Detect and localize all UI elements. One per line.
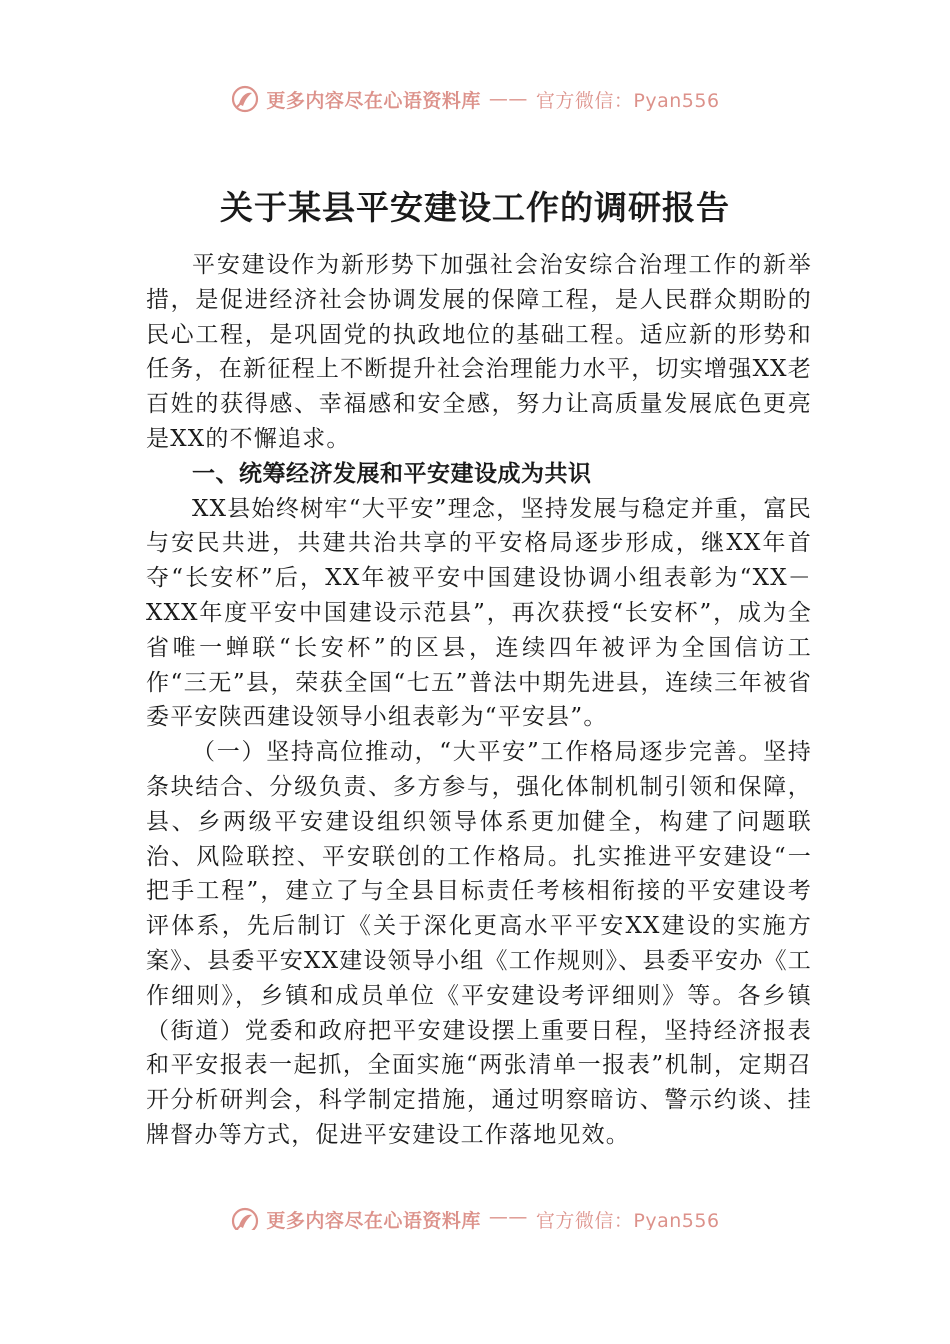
subsection-1-paragraph bbox=[146, 735, 812, 1153]
brand-logo-icon bbox=[230, 84, 260, 114]
watermark-header bbox=[0, 84, 950, 114]
intro-paragraph: 平安建设作为新形势下加强社会治安综合治理工作的新举措，是促进经济社会协调发展的保障工程，是人民群众期盼的民心工程，是巩固党的执政地位的基础工程。适应新的形势和任务，在新征程上不断提升社会治理能力水平，切实增强XX老百姓的获得感、幸福感和安全感，努力让高质量发展底色更亮是XX的不懈追求。 bbox=[146, 252, 812, 452]
brand-logo-icon bbox=[230, 1206, 260, 1230]
watermark-brand: 更多内容尽在心语资料库 bbox=[266, 89, 481, 112]
subsection-heading-1: （一）坚持高位推动，“大平安”工作格局逐步完善。 bbox=[192, 739, 764, 766]
watermark-contact: 官方微信：Pyan556 bbox=[535, 89, 720, 112]
section-heading-1: 一、统筹经济发展和平安建设成为共识 bbox=[192, 460, 592, 487]
watermark-contact: 官方微信：Pyan556 bbox=[535, 1210, 720, 1230]
document-body bbox=[146, 248, 812, 1153]
watermark-separator: —— bbox=[488, 1206, 528, 1228]
document-title: 关于某县平安建设工作的调研报告 bbox=[220, 188, 730, 227]
watermark-separator: —— bbox=[488, 88, 528, 110]
watermark-brand: 更多内容尽在心语资料库 bbox=[266, 1210, 481, 1230]
section-1-paragraph: XX县始终树牢“大平安”理念，坚持发展与稳定并重，富民与安民共进，共建共治共享的平安格局逐步形成，继XX年首夺“长安杯”后，XX年被平安中国建设协调小组表彰为“XX－XXX年度平安中国建设示范县”，再次获授“长安杯”，成为全省唯一蝉联“长安杯”的区县，连续四年被评为全国信访工作“三无”县，荣获全国“七五”普法中期先进县，连续三年被省委平安陕西建设领导小组表彰为“平安县”。 bbox=[146, 495, 812, 731]
watermark-footer bbox=[0, 1206, 950, 1230]
subsection-1-text: 坚持条块结合、分级负责、多方参与，强化体制机制引领和保障，县、乡两级平安建设组织领导体系更加健全，构建了问题联治、风险联控、平安联创的工作格局。扎实推进平安建设“一把手工程”，建立了与全县目标责任考核相衔接的平安建设考评体系，先后制订《关于深化更高水平平安XX建设的实施方案》、县委平安XX建设领导小组《工作规则》、县委平安办《工作细则》，乡镇和成员单位《平安建设考评细则》等。各乡镇（街道）党委和政府把平安建设摆上重要日程，坚持经济报表和平安报表一起抓，全面实施“两张清单一报表”机制，定期召开分析研判会，科学制定措施，通过明察暗访、警示约谈、挂牌督办等方式，促进平安建设工作落地见效。 bbox=[146, 739, 812, 1148]
